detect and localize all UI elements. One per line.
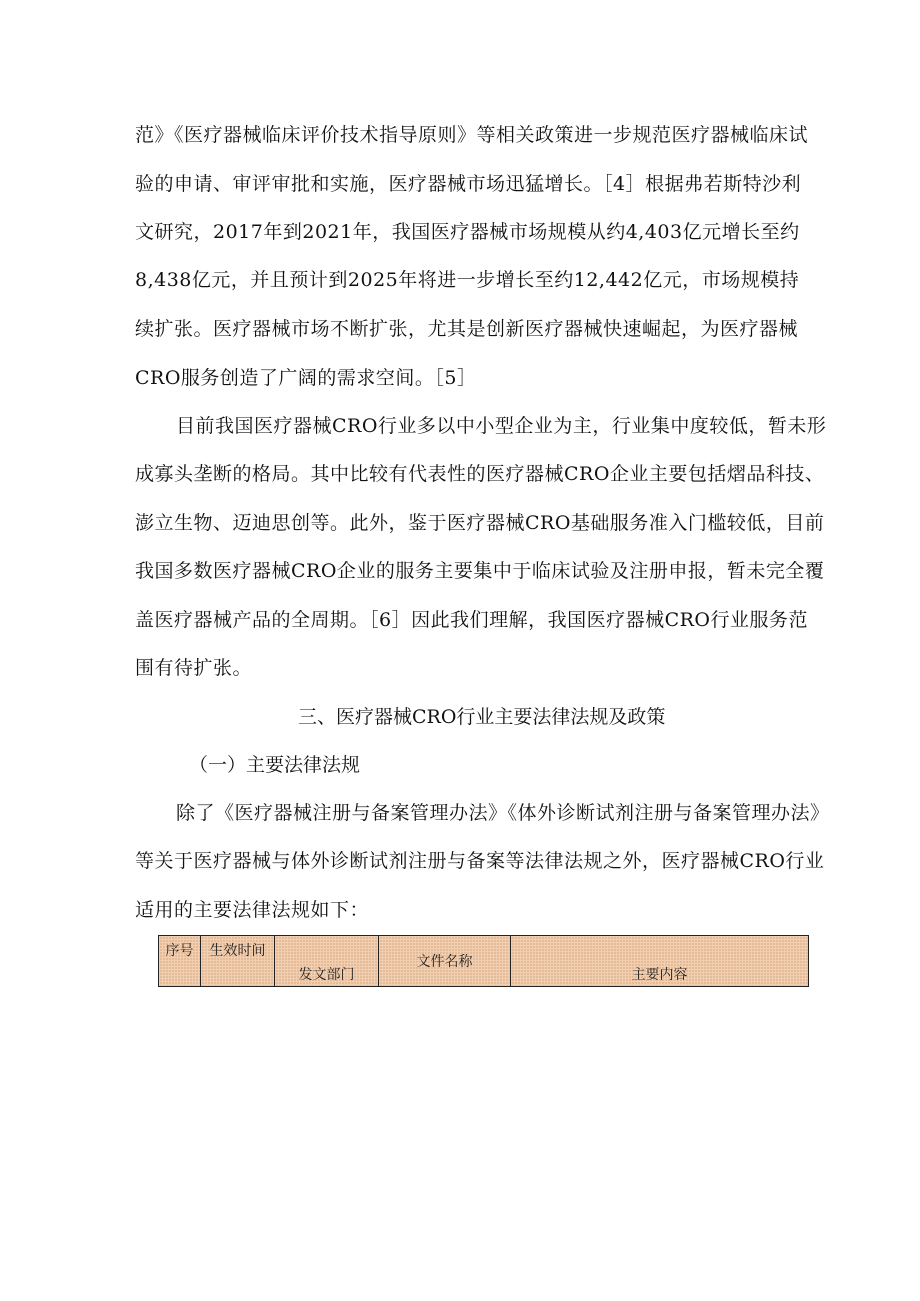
paragraph-1-line-1: 范》《医疗器械临床评价技术指导原则》等相关政策进一步规范医疗器械临床试 — [135, 124, 809, 146]
paragraph-2-line-3: 澎立生物、迈迪思创等。此外，鉴于医疗器械CRO基础服务准入门槛较低，目前 — [135, 512, 825, 534]
paragraph-2-line-2: 成寡头垄断的格局。其中比较有代表性的医疗器械CRO企业主要包括熠品科技、 — [135, 463, 825, 485]
header-effective-date: 生效时间 — [201, 936, 275, 987]
paragraph-3-line-1: 除了《医疗器械注册与备案管理办法》《体外诊断试剂注册与备案管理办法》 — [176, 802, 830, 824]
paragraph-1-line-4: 8,438亿元，并且预计到2025年将进一步增长至约12,442亿元，市场规模持 — [135, 269, 800, 291]
header-issuing-dept: 发文部门 — [275, 936, 379, 987]
paragraph-2-line-6: 围有待扩张。 — [135, 657, 253, 679]
paragraph-1-line-2: 验的申请、审评审批和实施，医疗器械市场迅猛增长。［4］根据弗若斯特沙利 — [135, 173, 802, 195]
paragraph-1-line-5: 续扩张。医疗器械市场不断扩张，尤其是创新医疗器械快速崛起，为医疗器械 — [135, 318, 799, 340]
regulations-table — [158, 935, 809, 987]
header-no: 序号 — [159, 936, 201, 987]
paragraph-3-line-2: 等关于医疗器械与体外诊断试剂注册与备案等法律法规之外，医疗器械CRO行业 — [135, 850, 825, 872]
header-main-content: 主要内容 — [511, 936, 809, 987]
paragraph-1-line-3: 文研究，2017年到2021年，我国医疗器械市场规模从约4,403亿元增长至约 — [135, 221, 800, 243]
subsection-title: （一）主要法律法规 — [189, 754, 361, 776]
paragraph-2-line-4: 我国多数医疗器械CRO企业的服务主要集中于临床试验及注册申报，暂未完全覆 — [135, 560, 825, 582]
paragraph-1-line-6: CRO服务创造了广阔的需求空间。［5］ — [135, 367, 477, 389]
paragraph-3-line-3: 适用的主要法律法规如下： — [135, 899, 370, 921]
paragraph-2-line-1: 目前我国医疗器械CRO行业多以中小型企业为主，行业集中度较低，暂未形 — [176, 415, 827, 437]
table-header-row — [159, 936, 809, 987]
paragraph-2-line-5: 盖医疗器械产品的全周期。［6］因此我们理解，我国医疗器械CRO行业服务范 — [135, 609, 809, 631]
section-title: 三、医疗器械CRO行业主要法律法规及政策 — [298, 706, 666, 728]
header-doc-name: 文件名称 — [379, 936, 511, 987]
